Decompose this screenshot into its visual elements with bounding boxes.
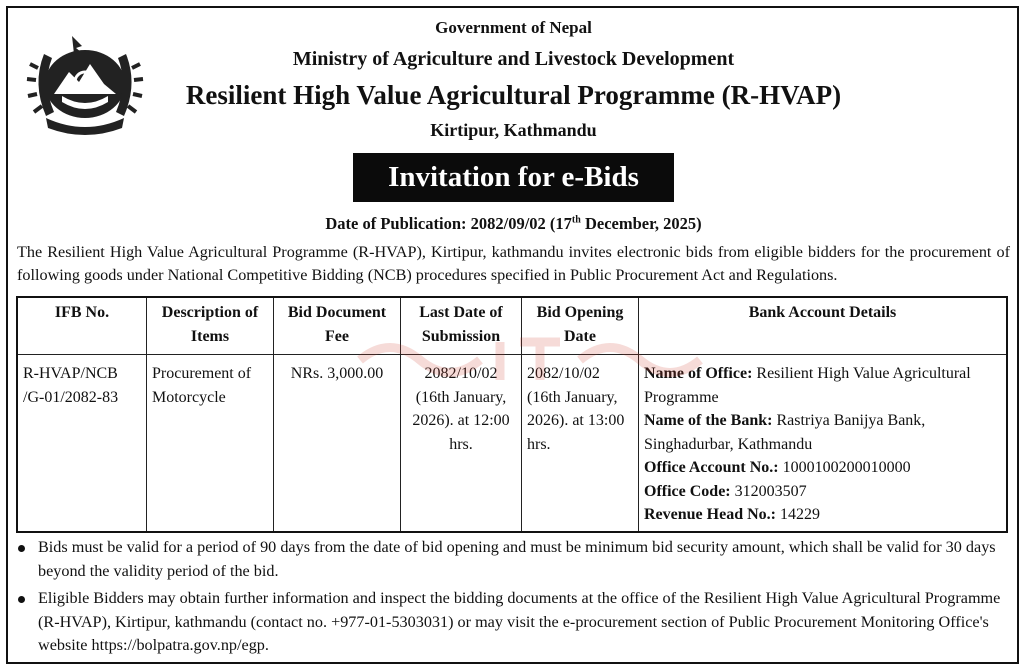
col-bid-fee: Bid Document Fee bbox=[274, 297, 401, 355]
programme-heading: Resilient High Value Agricultural Programme (R-HVAP) bbox=[185, 80, 842, 110]
bullet-icon bbox=[18, 596, 25, 603]
cell-opening-date: 2082/10/02 (16th January, 2026). at 13:00 hrs. bbox=[522, 355, 639, 532]
bank-name: Name of the Bank: Rastriya Banijya Bank, Singhadurbar, Kathmandu bbox=[644, 412, 926, 453]
bank-office-name: Name of Office: Resilient High Value Agricultural Programme bbox=[644, 365, 971, 406]
government-heading: Government of Nepal bbox=[435, 18, 592, 37]
cell-last-date: 2082/10/02 (16th January, 2026). at 12:00 hrs. bbox=[401, 355, 522, 532]
cell-bank-details bbox=[639, 355, 1008, 532]
ministry-heading: Ministry of Agriculture and Livestock Development bbox=[292, 48, 735, 70]
col-opening-date: Bid Opening Date bbox=[522, 297, 639, 355]
col-last-date: Last Date of Submission bbox=[401, 297, 522, 355]
list-item: Eligible Bidders may obtain further information and inspect the bidding documents at the office of the Resilient High Value Agricultural Programme (R-HVAP), Kirtipur, kathmandu (contact no. +977-01-5303031) or may visit the e-procurement section of Public Procurement Monitoring Office's website https://bolpatra.gov.np/egp. bbox=[14, 587, 1010, 658]
cell-bid-fee: NRs. 3,000.00 bbox=[274, 355, 401, 532]
cell-description: Procurement of Motorcycle bbox=[147, 355, 274, 532]
publication-date: Date of Publication: 2082/09/02 (17th December, 2025) bbox=[325, 214, 702, 233]
bank-account-no: Office Account No.: 1000100200010000 bbox=[644, 459, 911, 476]
bank-office-code: Office Code: 312003507 bbox=[644, 482, 807, 500]
notice-title: Invitation for e-Bids bbox=[353, 153, 674, 202]
list-item: Bids must be valid for a period of 90 days from the date of bid opening and must be minimum bid security amount, which shall be valid for 30 days beyond the validity period of the bid. bbox=[14, 536, 1010, 583]
bank-revenue-head: Revenue Head No.: 14229 bbox=[644, 506, 820, 523]
col-bank-details: Bank Account Details bbox=[639, 297, 1008, 355]
cell-ifb-no: R-HVAP/NCB /G-01/2082-83 bbox=[17, 355, 147, 532]
bullet-icon bbox=[18, 545, 25, 552]
location-heading: Kirtipur, Kathmandu bbox=[430, 120, 597, 140]
table-header-row bbox=[17, 297, 1007, 355]
col-description: Description of Items bbox=[147, 297, 274, 355]
table-row bbox=[17, 355, 1007, 532]
bid-table bbox=[16, 296, 1008, 533]
col-ifb-no: IFB No. bbox=[17, 297, 147, 355]
intro-paragraph: The Resilient High Value Agricultural Programme (R-HVAP), Kirtipur, kathmandu invites electronic bids from eligible bidders for the procurement of following goods under National Competitive Bidding (NCB) procedures specified in Public Procurement Act and Regulations. bbox=[17, 243, 1010, 284]
notes-list bbox=[14, 536, 1010, 662]
